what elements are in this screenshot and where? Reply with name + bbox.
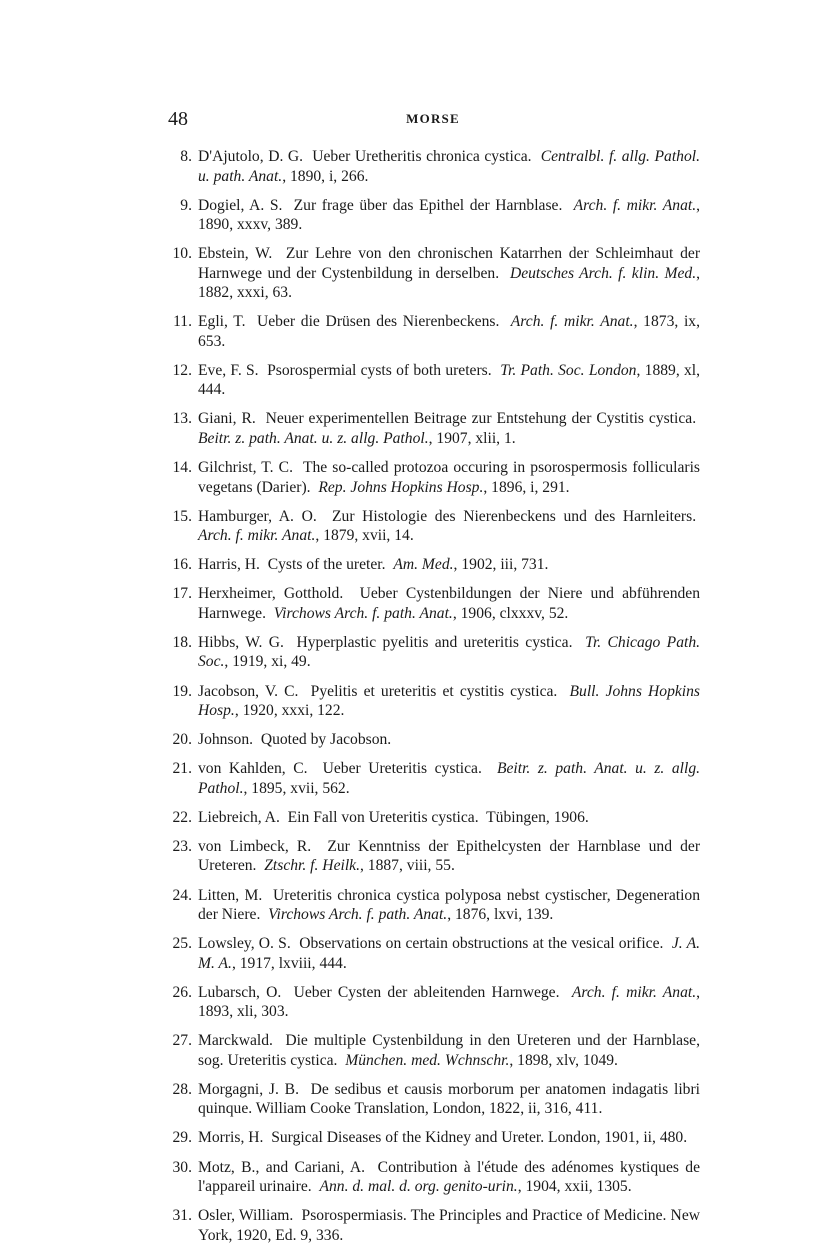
reference-item	[160, 808, 700, 828]
reference-item	[160, 196, 700, 235]
reference-author: von Limbeck, R.	[198, 837, 312, 855]
reference-author: Jacobson, V. C.	[198, 682, 299, 700]
reference-number: 17.	[172, 585, 192, 603]
reference-journal: Virchows Arch. f. path. Anat.	[273, 604, 453, 622]
reference-author: Hamburger, A. O.	[198, 507, 317, 525]
reference-journal: Rep. Johns Hopkins Hosp.	[318, 478, 484, 496]
reference-item	[160, 730, 700, 750]
reference-number: 26.	[172, 983, 192, 1001]
reference-author: Dogiel, A. S.	[198, 196, 283, 214]
reference-details: , 1873, ix, 653.	[198, 313, 701, 350]
reference-item	[160, 555, 700, 575]
reference-author: Herxheimer, Gotthold.	[198, 585, 344, 603]
reference-item	[160, 507, 700, 546]
reference-title: Neuer experimentellen Beitrage zur Entstehung der Cystitis cystica.	[265, 410, 697, 428]
reference-details: , 1890, i, 266.	[282, 167, 369, 185]
reference-list	[160, 147, 700, 1255]
reference-title: Zur Lehre von den chronischen Katarrhen der Schleimhaut der Harnwege und der Cystenbildung in derselben.	[198, 245, 701, 282]
reference-number: 9.	[180, 196, 192, 214]
reference-journal: J. A. M. A.	[198, 935, 701, 972]
reference-journal: Bull. Johns Hopkins Hosp.	[198, 682, 700, 720]
reference-number: 31.	[172, 1207, 192, 1225]
reference-title: Contribution à l'étude des adénomes kystiques de l'appareil urinaire.	[198, 1158, 701, 1196]
reference-item	[160, 312, 700, 351]
reference-details: , 1887, viii, 55.	[359, 857, 455, 875]
reference-number: 10.	[172, 245, 192, 263]
reference-number: 15.	[172, 507, 192, 525]
reference-journal: Ann. d. mal. d. org. genito-urin.	[319, 1178, 518, 1196]
reference-title: Die multiple Cystenbildung in den Ureteren und der Harnblase, sog. Ureteritis cystica.	[198, 1032, 700, 1069]
reference-number: 29.	[172, 1129, 192, 1147]
reference-item	[160, 1158, 700, 1197]
reference-item	[160, 361, 700, 400]
running-head: MORSE	[406, 111, 460, 126]
reference-number: 20.	[172, 731, 192, 749]
reference-author: Liebreich, A.	[198, 808, 280, 826]
reference-author: Egli, T.	[198, 313, 246, 331]
reference-title: Surgical Diseases of the Kidney and Ureter. London, 1901, ii, 480.	[271, 1129, 688, 1147]
reference-details: , 1917, lxviii, 444.	[231, 954, 347, 972]
reference-journal: München. med. Wchnschr.	[345, 1051, 510, 1069]
reference-number: 21.	[172, 760, 192, 778]
reference-journal: Arch. f. mikr. Anat.	[198, 527, 316, 545]
reference-author: Lubarsch, O.	[198, 983, 282, 1001]
reference-title: Ureteritis chronica cystica polyposa nebst cystischer, Degeneration der Niere.	[198, 886, 701, 923]
reference-author: Morgagni, J. B.	[198, 1080, 299, 1098]
reference-item	[160, 633, 700, 672]
reference-journal: Beitr. z. path. Anat. u. z. allg. Pathol.	[198, 760, 701, 797]
reference-journal: Am. Med.	[393, 556, 454, 574]
reference-journal: Virchows Arch. f. path. Anat.	[268, 906, 448, 923]
reference-item	[160, 934, 700, 973]
reference-journal: Tr. Chicago Path. Soc.	[198, 633, 701, 671]
reference-number: 13.	[172, 410, 192, 428]
reference-number: 19.	[172, 682, 192, 700]
reference-item	[160, 1206, 700, 1245]
reference-details: , 1904, xxii, 1305.	[517, 1178, 632, 1196]
reference-details: Tübingen, 1906.	[486, 808, 589, 826]
reference-author: Motz, B., and Cariani, A.	[198, 1158, 365, 1176]
reference-author: D'Ajutolo, D. G.	[198, 148, 304, 165]
reference-title: Cysts of the ureter.	[267, 556, 386, 574]
reference-item	[160, 409, 700, 448]
reference-title: Ueber Cysten der ableitenden Harnwege.	[293, 983, 560, 1001]
reference-item	[160, 837, 700, 876]
reference-details: , 1902, iii, 731.	[453, 556, 549, 574]
reference-title: Zur Histologie des Nierenbeckens und des Harnleiters.	[332, 507, 697, 525]
reference-title: Ein Fall von Ureteritis cystica.	[287, 808, 479, 826]
reference-number: 16.	[172, 556, 192, 574]
reference-number: 25.	[172, 935, 192, 953]
reference-number: 30.	[172, 1158, 192, 1176]
reference-author: Gilchrist, T. C.	[198, 459, 293, 477]
reference-title: Zur frage über das Epithel der Harnblase.	[293, 196, 563, 214]
reference-title: Ueber die Drüsen des Nierenbeckens.	[257, 313, 500, 331]
reference-author: Harris, H.	[198, 556, 260, 574]
reference-title: Zur Kenntniss der Epithelcysten der Harnblase und der Ureteren.	[198, 837, 701, 875]
reference-author: Lowsley, O. S.	[198, 935, 291, 953]
reference-title: De sedibus et causis morborum per anatomen indagatis libri quinque. William Cooke Translation, London, 1822, ii, 316, 411.	[198, 1080, 700, 1118]
reference-details: , 1898, xlv, 1049.	[509, 1051, 618, 1069]
reference-number: 22.	[172, 808, 192, 826]
reference-number: 14.	[172, 459, 192, 477]
reference-item	[160, 1080, 700, 1119]
reference-details: , 1907, xlii, 1.	[428, 429, 516, 447]
reference-title: Observations on certain obstructions at the vesical orifice.	[299, 935, 664, 953]
reference-number: 27.	[172, 1032, 192, 1050]
reference-title: Hyperplastic pyelitis and ureteritis cystica.	[296, 633, 573, 651]
reference-journal: Tr. Path. Soc. London	[500, 361, 637, 379]
reference-journal: Deutsches Arch. f. klin. Med.	[509, 264, 697, 282]
reference-item	[160, 458, 700, 497]
reference-number: 24.	[172, 886, 192, 904]
reference-details: , 1879, xvii, 14.	[315, 527, 414, 545]
reference-details: , 1906, clxxxv, 52.	[452, 604, 569, 622]
reference-title: Psorospermial cysts of both ureters.	[267, 361, 492, 379]
reference-author: Johnson.	[198, 731, 254, 749]
reference-author: von Kahlden, C.	[198, 760, 308, 778]
reference-title: Ueber Cystenbildungen der Niere und abführenden Harnwege.	[198, 585, 701, 622]
reference-details: , 1876, lxvi, 139.	[447, 906, 554, 923]
reference-author: Marckwald.	[198, 1032, 273, 1050]
reference-item	[160, 1128, 700, 1148]
reference-details: , 1882, xxxi, 63.	[198, 264, 701, 302]
reference-details: , 1893, xli, 303.	[198, 983, 700, 1021]
reference-number: 12.	[172, 361, 192, 379]
reference-details: , 1920, xxxi, 122.	[234, 702, 345, 720]
reference-author: Hibbs, W. G.	[198, 633, 284, 651]
reference-author: Eve, F. S.	[198, 361, 259, 379]
reference-title: Psorospermiasis. The Principles and Practice of Medicine. New York, 1920, Ed. 9, 336.	[198, 1207, 701, 1244]
reference-details: , 1895, xvii, 562.	[243, 779, 350, 797]
reference-number: 11.	[173, 313, 192, 331]
reference-number: 8.	[180, 148, 192, 165]
reference-item	[160, 147, 700, 186]
reference-journal: Arch. f. mikr. Anat.	[571, 983, 697, 1001]
reference-title: Ueber Ureteritis cystica.	[322, 760, 482, 778]
reference-author: Ebstein, W.	[198, 245, 273, 263]
reference-title: The so-called protozoa occuring in psorospermosis follicularis vegetans (Darier).	[198, 459, 700, 496]
page-header	[168, 107, 698, 131]
reference-journal: Beitr. z. path. Anat. u. z. allg. Pathol.	[198, 429, 429, 447]
reference-details: , 1890, xxxv, 389.	[198, 196, 700, 234]
reference-item	[160, 983, 700, 1022]
reference-journal: Arch. f. mikr. Anat.	[510, 313, 634, 331]
reference-details: , 1889, xl, 444.	[198, 361, 701, 399]
reference-title: Ueber Uretheritis chronica cystica.	[312, 148, 532, 165]
reference-journal: Centralbl. f. allg. Pathol. u. path. Anat.	[198, 148, 700, 185]
page-number: 48	[168, 108, 188, 130]
reference-author: Osler, William.	[198, 1207, 294, 1225]
reference-journal: Ztschr. f. Heilk.	[264, 857, 360, 875]
reference-details: , 1896, i, 291.	[483, 478, 570, 496]
reference-item	[160, 682, 700, 721]
reference-title: Pyelitis et ureteritis et cystitis cystica.	[310, 682, 558, 700]
reference-item	[160, 1031, 700, 1070]
reference-author: Morris, H.	[198, 1129, 264, 1147]
reference-title: Quoted by Jacobson.	[260, 731, 392, 749]
reference-author: Litten, M.	[198, 886, 263, 904]
reference-item	[160, 244, 700, 303]
reference-number: 23.	[172, 837, 192, 855]
reference-journal: Arch. f. mikr. Anat.	[573, 196, 697, 214]
reference-item	[160, 584, 700, 623]
reference-item	[160, 886, 700, 925]
reference-author: Giani, R.	[198, 410, 256, 428]
reference-number: 28.	[172, 1080, 192, 1098]
reference-item	[160, 759, 700, 798]
reference-details: , 1919, xi, 49.	[224, 653, 311, 671]
reference-number: 18.	[172, 633, 192, 651]
